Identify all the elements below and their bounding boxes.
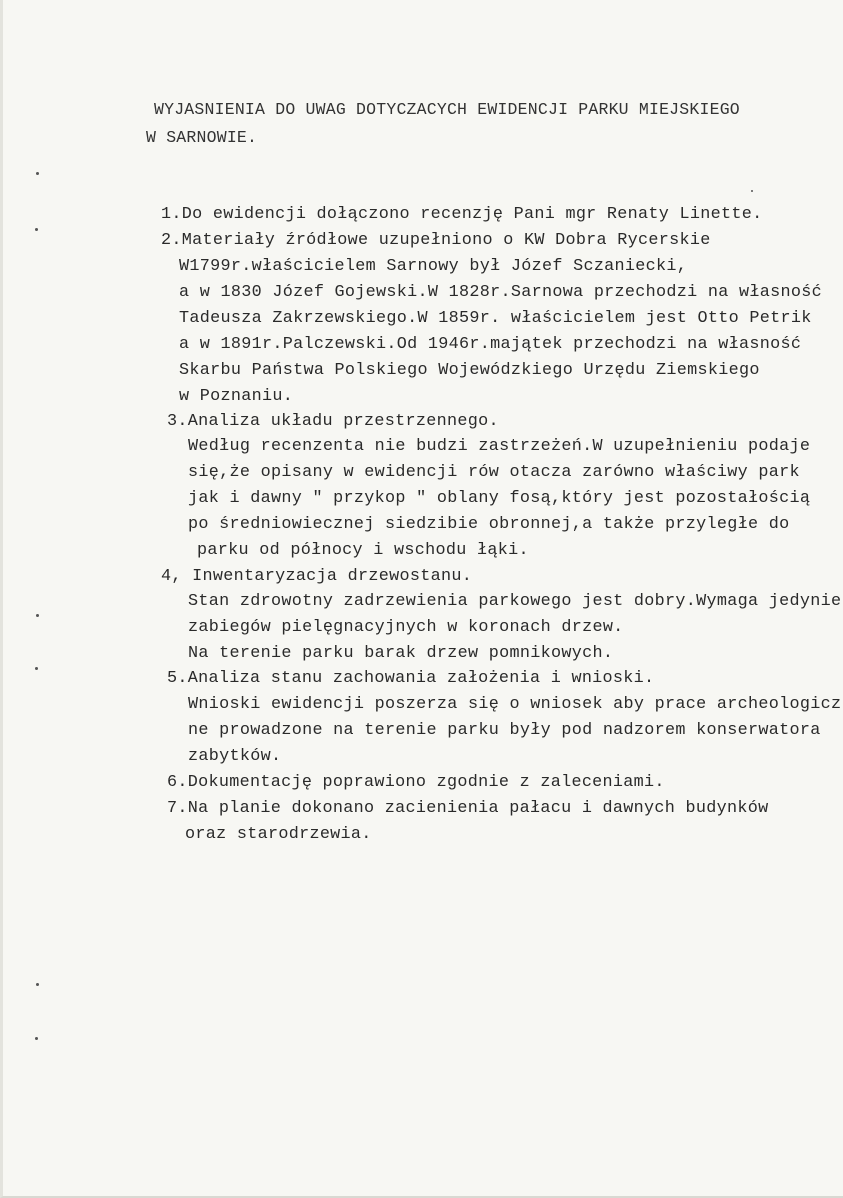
item-4-line: Na terenie parku barak drzew pomnikowych. (188, 644, 614, 663)
item-5-line: ne prowadzone na terenie parku były pod nadzorem konserwatora (188, 721, 821, 740)
item-3-line: się,że opisany w ewidencji rów otacza zarówno właściwy park (188, 463, 800, 482)
item-2-line: Skarbu Państwa Polskiego Wojewódzkiego Urzędu Ziemskiego (179, 361, 760, 380)
item-7-heading: 7.Na planie dokonano zacienienia pałacu i dawnych budynków (167, 799, 769, 818)
item-5-line: zabytków. (188, 747, 282, 766)
item-2-line: w Poznaniu. (179, 387, 294, 406)
item-4-heading: 4, Inwentaryzacja drzewostanu. (161, 567, 473, 586)
item-2-line: W1799r.właścicielem Sarnowy był Józef Sczaniecki, (179, 257, 688, 276)
margin-mark (36, 614, 39, 617)
item-5-line: Wnioski ewidencji poszerza się o wniosek aby prace archeologicz (188, 695, 842, 714)
item-2-line: a w 1891r.Palczewski.Od 1946r.majątek przechodzi na własność (179, 335, 802, 354)
document-title-line-1: WYJASNIENIA DO UWAG DOTYCZACYCH EWIDENCJI PARKU MIEJSKIEGO (154, 100, 740, 119)
item-4-line: zabiegów pielęgnacyjnych w koronach drzew. (188, 618, 624, 637)
item-3-line: po średniowiecznej siedzibie obronnej,a także przyległe do (188, 515, 790, 534)
item-1-line: 1.Do ewidencji dołączono recenzję Pani mgr Renaty Linette. (161, 205, 763, 224)
item-6-line: 6.Dokumentację poprawiono zgodnie z zaleceniami. (167, 773, 665, 792)
item-5-heading: 5.Analiza stanu zachowania założenia i wnioski. (167, 669, 655, 688)
item-2-line: Tadeusza Zakrzewskiego.W 1859r. właścicielem jest Otto Petrik (179, 309, 812, 328)
item-2-line: a w 1830 Józef Gojewski.W 1828r.Sarnowa przechodzi na własność (179, 283, 822, 302)
item-3-line: jak i dawny " przykop " oblany fosą,który jest pozostałością (188, 489, 811, 508)
margin-mark (36, 983, 39, 986)
margin-mark (35, 228, 38, 231)
paper-speck (751, 190, 753, 192)
item-3-heading: 3.Analiza układu przestrzennego. (167, 412, 499, 431)
item-4-line: Stan zdrowotny zadrzewienia parkowego jest dobry.Wymaga jedynie (188, 592, 842, 611)
margin-mark (35, 1037, 38, 1040)
margin-mark (36, 172, 39, 175)
item-2-heading: 2.Materiały źródłowe uzupełniono o KW Dobra Rycerskie (161, 231, 711, 250)
item-3-line: parku od północy i wschodu łąki. (197, 541, 529, 560)
margin-mark (35, 667, 38, 670)
item-3-line: Według recenzenta nie budzi zastrzeżeń.W uzupełnieniu podaje (188, 437, 811, 456)
item-7-line: oraz starodrzewia. (185, 825, 372, 844)
document-title-line-2: W SARNOWIE. (146, 128, 258, 147)
